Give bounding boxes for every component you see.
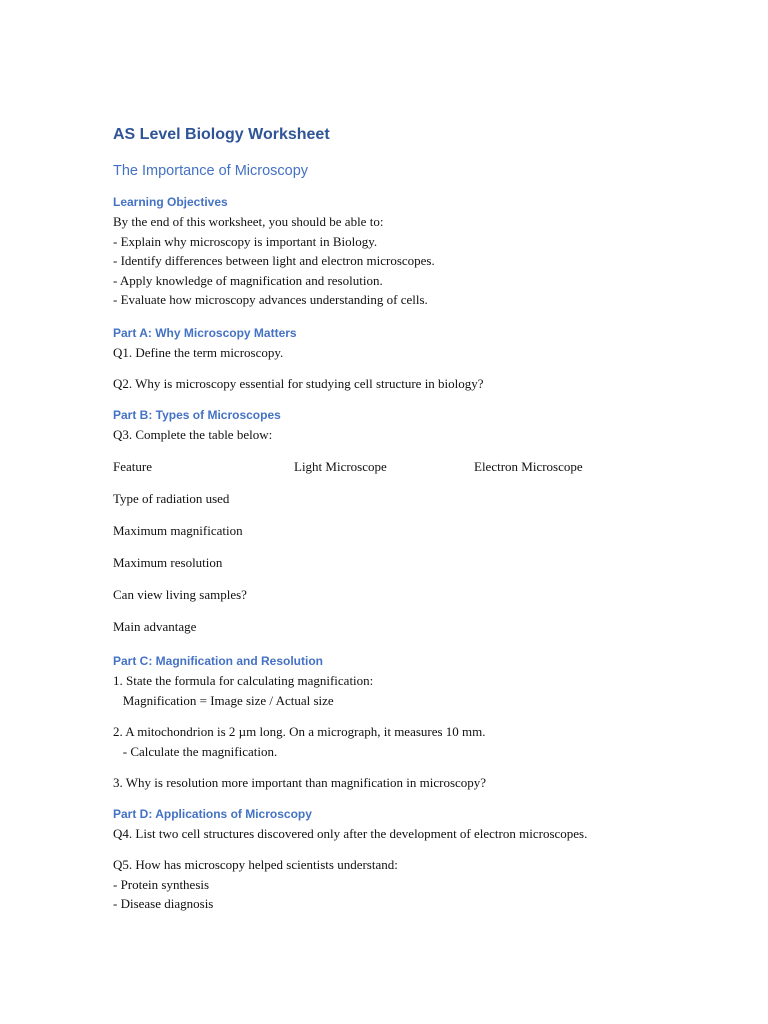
part-a-heading: Part A: Why Microscopy Matters <box>113 325 297 340</box>
table-row-label: Can view living samples? <box>113 587 247 602</box>
table-header-row <box>113 457 733 477</box>
part-a-section <box>113 324 733 394</box>
question-q3: Q3. Complete the table below: <box>113 426 273 442</box>
table-row-label: Type of radiation used <box>113 491 230 506</box>
part-c-section <box>113 652 733 793</box>
question-q2: Q2. Why is microscopy essential for studying cell structure in biology? <box>113 376 484 391</box>
worksheet-subtitle: The Importance of Microscopy <box>113 163 309 179</box>
table-row <box>113 617 733 637</box>
part-b-heading: Part B: Types of Microscopes <box>113 407 281 422</box>
q5-item: - Disease diagnosis <box>113 896 214 911</box>
table-header-feature: Feature <box>113 459 152 474</box>
part-d-heading: Part D: Applications of Microscopy <box>113 806 312 821</box>
objective-item: - Explain why microscopy is important in Biology. <box>113 233 378 249</box>
table-row <box>113 489 733 509</box>
part-c-heading: Part C: Magnification and Resolution <box>113 654 324 668</box>
part-c-item-3: 3. Why is resolution more important than magnification in microscopy? <box>113 775 487 790</box>
learning-objectives-section <box>113 193 733 310</box>
objectives-intro: By the end of this worksheet, you should be able to: <box>113 214 384 229</box>
part-c-item-2: 2. A mitochondrion is 2 µm long. On a micrograph, it measures 10 mm. <box>113 724 486 739</box>
part-b-section <box>113 406 733 634</box>
part-c-item-2-sub: - Calculate the magnification. <box>113 743 278 759</box>
objective-item: - Apply knowledge of magnification and resolution. <box>113 272 383 288</box>
table-row <box>113 521 733 541</box>
question-q1: Q1. Define the term microscopy. <box>113 344 284 360</box>
part-c-item-1: 1. State the formula for calculating magnification: <box>113 673 374 688</box>
objectives-heading: Learning Objectives <box>113 195 228 209</box>
magnification-formula: Magnification = Image size / Actual size <box>113 692 334 708</box>
worksheet-page <box>113 124 733 914</box>
table-header-light: Light Microscope <box>294 459 387 474</box>
table-row-label: Maximum magnification <box>113 523 243 538</box>
table-row-label: Maximum resolution <box>113 555 223 570</box>
question-q4: Q4. List two cell structures discovered only after the development of electron microscopes. <box>113 825 588 841</box>
table-row-label: Main advantage <box>113 619 197 634</box>
part-d-section <box>113 805 733 914</box>
question-q5: Q5. How has microscopy helped scientists understand: <box>113 857 398 872</box>
worksheet-title: AS Level Biology Worksheet <box>113 126 330 143</box>
q5-item: - Protein synthesis <box>113 876 210 892</box>
table-row <box>113 553 733 573</box>
microscope-comparison-table <box>113 457 733 634</box>
table-row <box>113 585 733 605</box>
objective-item: - Evaluate how microscopy advances understanding of cells. <box>113 292 428 307</box>
objective-item: - Identify differences between light and electron microscopes. <box>113 253 435 268</box>
table-header-electron: Electron Microscope <box>474 459 583 474</box>
